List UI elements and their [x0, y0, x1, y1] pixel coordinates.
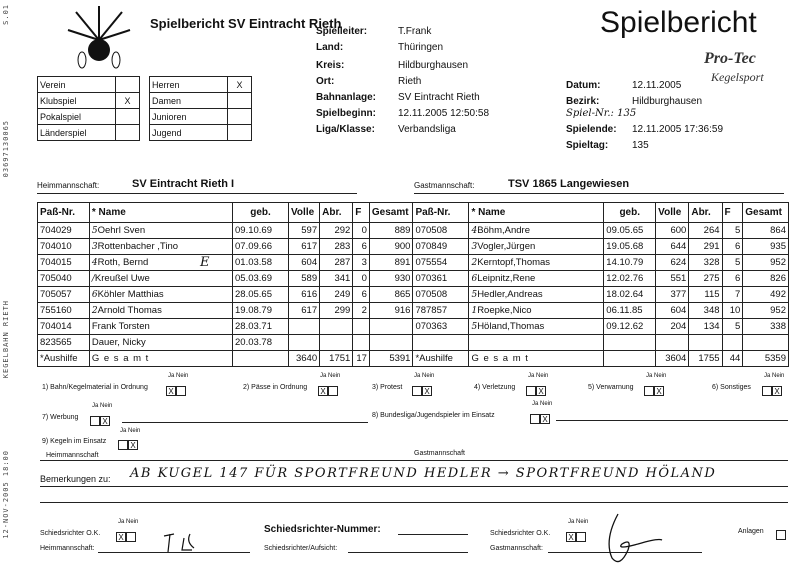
- guest-player-name: [469, 287, 604, 303]
- guest-total-abr: 1755: [689, 351, 722, 367]
- home-abr-cell: 299: [320, 303, 353, 319]
- player-name-text: Vogler,Jürgen: [477, 241, 536, 252]
- home-geb-cell: 01.03.58: [233, 255, 289, 271]
- player-name-text: Hedler,Andreas: [477, 289, 543, 300]
- grid-label: Jugend: [150, 125, 228, 141]
- home-gesamt-cell: 865: [369, 287, 413, 303]
- col-header: F: [353, 203, 370, 223]
- guest-player-name: [469, 303, 604, 319]
- grid-label: Damen: [150, 93, 228, 109]
- table-row: [38, 335, 789, 351]
- check-label-7: 7) Werbung: [42, 414, 79, 421]
- home-pass-cell: 704014: [38, 319, 90, 335]
- home-pass-cell: 704010: [38, 239, 90, 255]
- check-2-ja[interactable]: X: [318, 386, 328, 396]
- total-label: G e s a m t: [469, 351, 604, 367]
- home-volle-cell: 604: [289, 255, 320, 271]
- home-pass-cell: 705040: [38, 271, 90, 287]
- home-gesamt-cell: 930: [369, 271, 413, 287]
- check-label-5: 5) Verwarnung: [588, 384, 634, 391]
- guest-geb-cell: 14.10.79: [604, 255, 656, 271]
- ort-value: Rieth: [398, 76, 422, 87]
- grid-label: Länderspiel: [38, 125, 116, 141]
- guest-abr-cell: 275: [689, 271, 722, 287]
- player-name-text: Leipnitz,Rene: [477, 273, 536, 284]
- sr-ok-label: Schiedsrichter O.K.: [40, 530, 101, 537]
- home-pass-cell: 704029: [38, 223, 90, 239]
- home-gesamt-cell: [369, 319, 413, 335]
- home-gesamt-cell: [369, 335, 413, 351]
- home-abr-cell: 283: [320, 239, 353, 255]
- table-row: [38, 287, 789, 303]
- col-header: Gesamt: [743, 203, 789, 223]
- bahnanlage-label: Bahnanlage:: [316, 92, 377, 103]
- spielbeginn-value: 12.11.2005 12:50:58: [398, 108, 490, 119]
- totals-row: [38, 351, 789, 367]
- col-header: * Name: [89, 203, 232, 223]
- check-9-ja[interactable]: [118, 440, 128, 450]
- home-geb-cell: 05.03.69: [233, 271, 289, 287]
- home-volle-cell: [289, 319, 320, 335]
- guest-player-name: [469, 223, 604, 239]
- table-row: [38, 271, 789, 287]
- col-header: Volle: [289, 203, 320, 223]
- grid-mark[interactable]: X: [116, 93, 140, 109]
- col-header: Abr.: [320, 203, 353, 223]
- check-6-nein[interactable]: X: [772, 386, 782, 396]
- check-9-nein[interactable]: X: [128, 440, 138, 450]
- empty-cell: [604, 351, 656, 367]
- player-name-text: Böhm,Andre: [477, 225, 530, 236]
- guest-total-gesamt: 5359: [743, 351, 789, 367]
- home-volle-cell: 616: [289, 287, 320, 303]
- guest-gesamt-cell: 952: [743, 303, 789, 319]
- heim-label: Heimmannschaft:: [37, 181, 100, 190]
- gast-team: TSV 1865 Langewiesen: [508, 178, 630, 190]
- brand-subtitle: Kegelsport: [711, 70, 764, 84]
- sr-ok-gast-nein[interactable]: [576, 532, 586, 542]
- guest-abr-cell: 291: [689, 239, 722, 255]
- player-name-text: Roth, Bernd: [97, 257, 149, 268]
- ja-nein-label: Ja Nein: [568, 519, 589, 525]
- lane-mark: 3: [91, 242, 98, 252]
- sr-aufsicht-label: Schiedsrichter/Aufsicht:: [264, 545, 338, 552]
- guest-pass-cell: 070508: [413, 287, 469, 303]
- ja-nein-label: Ja Nein: [118, 519, 139, 525]
- fax-date: 12-NOV-2005 18:00: [2, 450, 10, 539]
- category-grid: [149, 76, 252, 141]
- table-row: [38, 223, 789, 239]
- guest-f-cell: 6: [722, 239, 743, 255]
- home-f-cell: 6: [353, 239, 370, 255]
- guest-gesamt-cell: [743, 335, 789, 351]
- table-row: [38, 319, 789, 335]
- player-name-text: Köhler Matthias: [97, 289, 164, 300]
- spieltag-label: Spieltag:: [566, 140, 609, 151]
- home-abr-cell: 249: [320, 287, 353, 303]
- gast-label: Gastmannschaft:: [414, 181, 475, 190]
- home-abr-cell: 341: [320, 271, 353, 287]
- check-label-2: 2) Pässe in Ordnung: [243, 384, 308, 391]
- lane-mark: 6: [471, 274, 478, 284]
- guest-volle-cell: 600: [656, 223, 689, 239]
- grid-mark[interactable]: [228, 125, 252, 141]
- home-abr-cell: [320, 335, 353, 351]
- guest-total-volle: 3604: [656, 351, 689, 367]
- lane-mark: 5: [471, 322, 478, 332]
- home-gesamt-cell: 916: [369, 303, 413, 319]
- guest-f-cell: 5: [722, 223, 743, 239]
- grid-mark[interactable]: [116, 125, 140, 141]
- home-player-name: [89, 287, 232, 303]
- lane-mark: 3: [471, 242, 478, 252]
- guest-abr-cell: 264: [689, 223, 722, 239]
- home-geb-cell: 20.03.78: [233, 335, 289, 351]
- sr-ok-heim-ja[interactable]: X: [116, 532, 126, 542]
- footer-gast-label: Gastmannschaft:: [490, 545, 543, 552]
- guest-f-cell: 5: [722, 319, 743, 335]
- ja-nein-label: Ja Nein: [92, 403, 113, 409]
- liga-value: Verbandsliga: [398, 124, 456, 135]
- bemerkungen-handwritten: AB KUGEL 147 FÜR SPORTFREUND HEDLER → SPORTFREUND HÖLAND: [130, 466, 717, 481]
- home-volle-cell: 617: [289, 303, 320, 319]
- grid-label: Pokalspiel: [38, 109, 116, 125]
- home-player-name: [89, 271, 232, 287]
- table-header-row: [38, 203, 789, 223]
- guest-volle-cell: 551: [656, 271, 689, 287]
- guest-gesamt-cell: 935: [743, 239, 789, 255]
- guest-volle-cell: 644: [656, 239, 689, 255]
- grid-mark[interactable]: X: [228, 77, 252, 93]
- home-geb-cell: 19.08.79: [233, 303, 289, 319]
- home-volle-cell: 617: [289, 239, 320, 255]
- spielleiter-value: T.Frank: [398, 26, 432, 37]
- bemerkungen-label: Bemerkungen zu:: [40, 474, 111, 484]
- spielbeginn-label: Spielbeginn:: [316, 108, 376, 119]
- guest-f-cell: 5: [722, 255, 743, 271]
- guest-pass-cell: 070849: [413, 239, 469, 255]
- footer-heim-label: Heimmannschaft:: [40, 545, 95, 552]
- spielende-label: Spielende:: [566, 124, 617, 135]
- player-name-text: Kerntopf,Thomas: [477, 257, 551, 268]
- guest-volle-cell: 624: [656, 255, 689, 271]
- spielleiter-label: Spielleiter:: [316, 26, 368, 37]
- guest-f-cell: 6: [722, 271, 743, 287]
- player-name-text: Arnold Thomas: [97, 305, 162, 316]
- report-title: Spielbericht SV Eintracht Rieth: [150, 16, 342, 31]
- datum-label: Datum:: [566, 80, 601, 91]
- home-pass-cell: 823565: [38, 335, 90, 351]
- grid-label: Klubspiel: [38, 93, 116, 109]
- home-total-abr: 1751: [320, 351, 353, 367]
- sr-ok-heim-nein[interactable]: [126, 532, 136, 542]
- col-header: Volle: [656, 203, 689, 223]
- home-geb-cell: 28.03.71: [233, 319, 289, 335]
- guest-pass-cell: [413, 335, 469, 351]
- heim-signature-icon: [160, 528, 220, 556]
- player-name-text: Roepke,Nico: [477, 305, 532, 316]
- col-header: F: [722, 203, 743, 223]
- guest-player-name: [469, 335, 604, 351]
- brand-name: Pro-Tec: [704, 50, 756, 67]
- table-row: [38, 239, 789, 255]
- guest-volle-cell: 377: [656, 287, 689, 303]
- handwritten-mark-e: E: [200, 255, 210, 270]
- guest-pass-cell: 070508: [413, 223, 469, 239]
- guest-total-f: 44: [722, 351, 743, 367]
- check-3-nein[interactable]: X: [422, 386, 432, 396]
- check-8-nein[interactable]: X: [540, 414, 550, 424]
- bezirk-label: Bezirk:: [566, 96, 600, 107]
- document-heading: Spielbericht: [600, 6, 757, 39]
- player-name-text: Kreußel Uwe: [94, 273, 150, 284]
- heim-team: SV Eintracht Rieth I: [132, 178, 235, 190]
- guest-abr-cell: 134: [689, 319, 722, 335]
- home-abr-cell: 287: [320, 255, 353, 271]
- player-name-text: Höland,Thomas: [477, 321, 545, 332]
- check-7-ja[interactable]: [90, 416, 100, 426]
- bahnanlage-value: SV Eintracht Rieth: [398, 92, 480, 103]
- home-volle-cell: [289, 335, 320, 351]
- player-name-text: Dauer, Nicky: [91, 337, 146, 348]
- col-header: * Name: [469, 203, 604, 223]
- guest-geb-cell: [604, 335, 656, 351]
- check-label-1: 1) Bahn/Kegelmaterial in Ordnung: [42, 384, 148, 391]
- guest-geb-cell: 18.02.64: [604, 287, 656, 303]
- fax-number: 03697130065: [2, 120, 10, 178]
- home-gesamt-cell: 900: [369, 239, 413, 255]
- home-pass-cell: 705057: [38, 287, 90, 303]
- check-7-nein[interactable]: X: [100, 416, 110, 426]
- grid-mark[interactable]: [228, 109, 252, 125]
- guest-f-cell: 7: [722, 287, 743, 303]
- lane-mark: 4: [471, 226, 478, 236]
- guest-f-cell: 10: [722, 303, 743, 319]
- check-label-8: 8) Bundesliga/Jugendspieler im Einsatz: [372, 412, 495, 419]
- kreis-label: Kreis:: [316, 60, 345, 71]
- home-geb-cell: 07.09.66: [233, 239, 289, 255]
- lane-mark: 1: [471, 306, 478, 316]
- home-total-f: 17: [353, 351, 370, 367]
- check-1-ja[interactable]: X: [166, 386, 176, 396]
- guest-pass-cell: 070363: [413, 319, 469, 335]
- ort-label: Ort:: [316, 76, 335, 87]
- ja-nein-label: Ja Nein: [320, 373, 341, 379]
- spieltag-value: 135: [632, 140, 649, 151]
- guest-player-name: [469, 255, 604, 271]
- home-geb-cell: 09.10.69: [233, 223, 289, 239]
- grid-label: Herren: [150, 77, 228, 93]
- col-header: Paß-Nr.: [38, 203, 90, 223]
- home-player-name: [89, 335, 232, 351]
- fax-page-number: S.01: [2, 4, 10, 25]
- col-header: Paß-Nr.: [413, 203, 469, 223]
- table-row: [38, 255, 789, 271]
- bowling-logo-icon: [64, 2, 134, 72]
- gast-signature-icon: [598, 510, 668, 570]
- gast-small-label: Gastmannschaft: [414, 450, 465, 457]
- grid-mark[interactable]: [116, 109, 140, 125]
- fax-sender: KEGELBAHN RIETH: [2, 300, 10, 379]
- check-6-ja[interactable]: [762, 386, 772, 396]
- heim-small-label: Heimmannschaft: [46, 452, 99, 459]
- player-name-text: Oehrl Sven: [97, 225, 146, 236]
- lane-mark: 5: [471, 290, 478, 300]
- guest-geb-cell: 09.12.62: [604, 319, 656, 335]
- guest-f-cell: [722, 335, 743, 351]
- land-label: Land:: [316, 42, 344, 53]
- player-name-text: Frank Torsten: [91, 321, 150, 332]
- check-5-ja[interactable]: [644, 386, 654, 396]
- guest-player-name: [469, 271, 604, 287]
- guest-player-name: [469, 319, 604, 335]
- guest-player-name: [469, 239, 604, 255]
- guest-abr-cell: 328: [689, 255, 722, 271]
- ja-nein-label: Ja Nein: [168, 373, 189, 379]
- check-label-3: 3) Protest: [372, 384, 403, 391]
- spielende-value: 12.11.2005 17:36:59: [632, 124, 724, 135]
- player-name-text: Rottenbacher ,Tino: [97, 241, 179, 252]
- lane-mark: 2: [91, 306, 98, 316]
- guest-gesamt-cell: 826: [743, 271, 789, 287]
- guest-geb-cell: 19.05.68: [604, 239, 656, 255]
- liga-label: Liga/Klasse:: [316, 124, 375, 135]
- anlagen-label: Anlagen: [738, 528, 764, 535]
- home-player-name: [89, 239, 232, 255]
- check-label-4: 4) Verletzung: [474, 384, 516, 391]
- guest-gesamt-cell: 338: [743, 319, 789, 335]
- guest-volle-cell: 604: [656, 303, 689, 319]
- grid-mark[interactable]: [116, 77, 140, 93]
- home-volle-cell: 597: [289, 223, 320, 239]
- home-pass-cell: 755160: [38, 303, 90, 319]
- bezirk-value: Hildburghausen: [632, 96, 703, 107]
- check-1-nein[interactable]: [176, 386, 186, 396]
- check-8-ja[interactable]: [530, 414, 540, 424]
- home-abr-cell: 292: [320, 223, 353, 239]
- guest-volle-cell: [656, 335, 689, 351]
- home-geb-cell: 28.05.65: [233, 287, 289, 303]
- lane-mark: 4: [91, 258, 98, 268]
- home-f-cell: 3: [353, 255, 370, 271]
- check-label-9: 9) Kegeln im Einsatz: [42, 438, 107, 445]
- home-player-name: [89, 223, 232, 239]
- home-gesamt-cell: 891: [369, 255, 413, 271]
- check-2-nein[interactable]: [328, 386, 338, 396]
- guest-gesamt-cell: 492: [743, 287, 789, 303]
- ja-nein-label: Ja Nein: [528, 373, 549, 379]
- check-3-ja[interactable]: [412, 386, 422, 396]
- check-label-6: 6) Sonstiges: [712, 384, 751, 391]
- guest-geb-cell: 06.11.85: [604, 303, 656, 319]
- home-player-name: [89, 255, 232, 271]
- check-4-ja[interactable]: [526, 386, 536, 396]
- sr-ok-gast-ja[interactable]: X: [566, 532, 576, 542]
- ja-nein-label: Ja Nein: [120, 428, 141, 434]
- guest-pass-cell: 070361: [413, 271, 469, 287]
- sr-ok-gast-label: Schiedsrichter O.K.: [490, 530, 551, 537]
- guest-geb-cell: 09.05.65: [604, 223, 656, 239]
- home-f-cell: 2: [353, 303, 370, 319]
- guest-abr-cell: [689, 335, 722, 351]
- col-header: geb.: [233, 203, 289, 223]
- total-label: *Aushilfe: [413, 351, 469, 367]
- home-volle-cell: 589: [289, 271, 320, 287]
- anlagen-checkbox[interactable]: [776, 530, 786, 540]
- guest-abr-cell: 115: [689, 287, 722, 303]
- land-value: Thüringen: [398, 42, 444, 53]
- table-row: [38, 303, 789, 319]
- guest-abr-cell: 348: [689, 303, 722, 319]
- lane-mark: /: [91, 274, 95, 284]
- lane-mark: 5: [91, 226, 98, 236]
- home-f-cell: 6: [353, 287, 370, 303]
- guest-volle-cell: 204: [656, 319, 689, 335]
- ja-nein-label: Ja Nein: [532, 401, 553, 407]
- sr-nummer-label: Schiedsrichter-Nummer:: [264, 524, 381, 535]
- guest-pass-cell: 075554: [413, 255, 469, 271]
- empty-cell: [233, 351, 289, 367]
- grid-label: Junioren: [150, 109, 228, 125]
- spiel-nr-handwritten: Spiel-Nr.: 135: [566, 108, 637, 119]
- home-f-cell: [353, 335, 370, 351]
- check-5-nein[interactable]: X: [654, 386, 664, 396]
- results-table: [37, 202, 789, 367]
- col-header: Abr.: [689, 203, 722, 223]
- ja-nein-label: Ja Nein: [414, 373, 435, 379]
- home-f-cell: [353, 319, 370, 335]
- home-f-cell: 0: [353, 271, 370, 287]
- ja-nein-label: Ja Nein: [646, 373, 667, 379]
- kreis-value: Hildburghausen: [398, 60, 469, 71]
- col-header: geb.: [604, 203, 656, 223]
- grid-label: Verein: [38, 77, 116, 93]
- home-total-gesamt: 5391: [369, 351, 413, 367]
- guest-geb-cell: 12.02.76: [604, 271, 656, 287]
- guest-gesamt-cell: 952: [743, 255, 789, 271]
- home-pass-cell: 704015: [38, 255, 90, 271]
- home-total-volle: 3640: [289, 351, 320, 367]
- grid-mark[interactable]: [228, 93, 252, 109]
- datum-value: 12.11.2005: [632, 80, 682, 91]
- lane-mark: 2: [471, 258, 478, 268]
- col-header: Gesamt: [369, 203, 413, 223]
- total-label: *Aushilfe: [38, 351, 90, 367]
- home-abr-cell: [320, 319, 353, 335]
- guest-gesamt-cell: 864: [743, 223, 789, 239]
- check-4-nein[interactable]: X: [536, 386, 546, 396]
- total-label: G e s a m t: [89, 351, 232, 367]
- home-gesamt-cell: 889: [369, 223, 413, 239]
- home-player-name: [89, 319, 232, 335]
- competition-type-grid: [37, 76, 140, 141]
- home-player-name: [89, 303, 232, 319]
- home-f-cell: 0: [353, 223, 370, 239]
- guest-pass-cell: 787857: [413, 303, 469, 319]
- lane-mark: 6: [91, 290, 98, 300]
- ja-nein-label: Ja Nein: [764, 373, 785, 379]
